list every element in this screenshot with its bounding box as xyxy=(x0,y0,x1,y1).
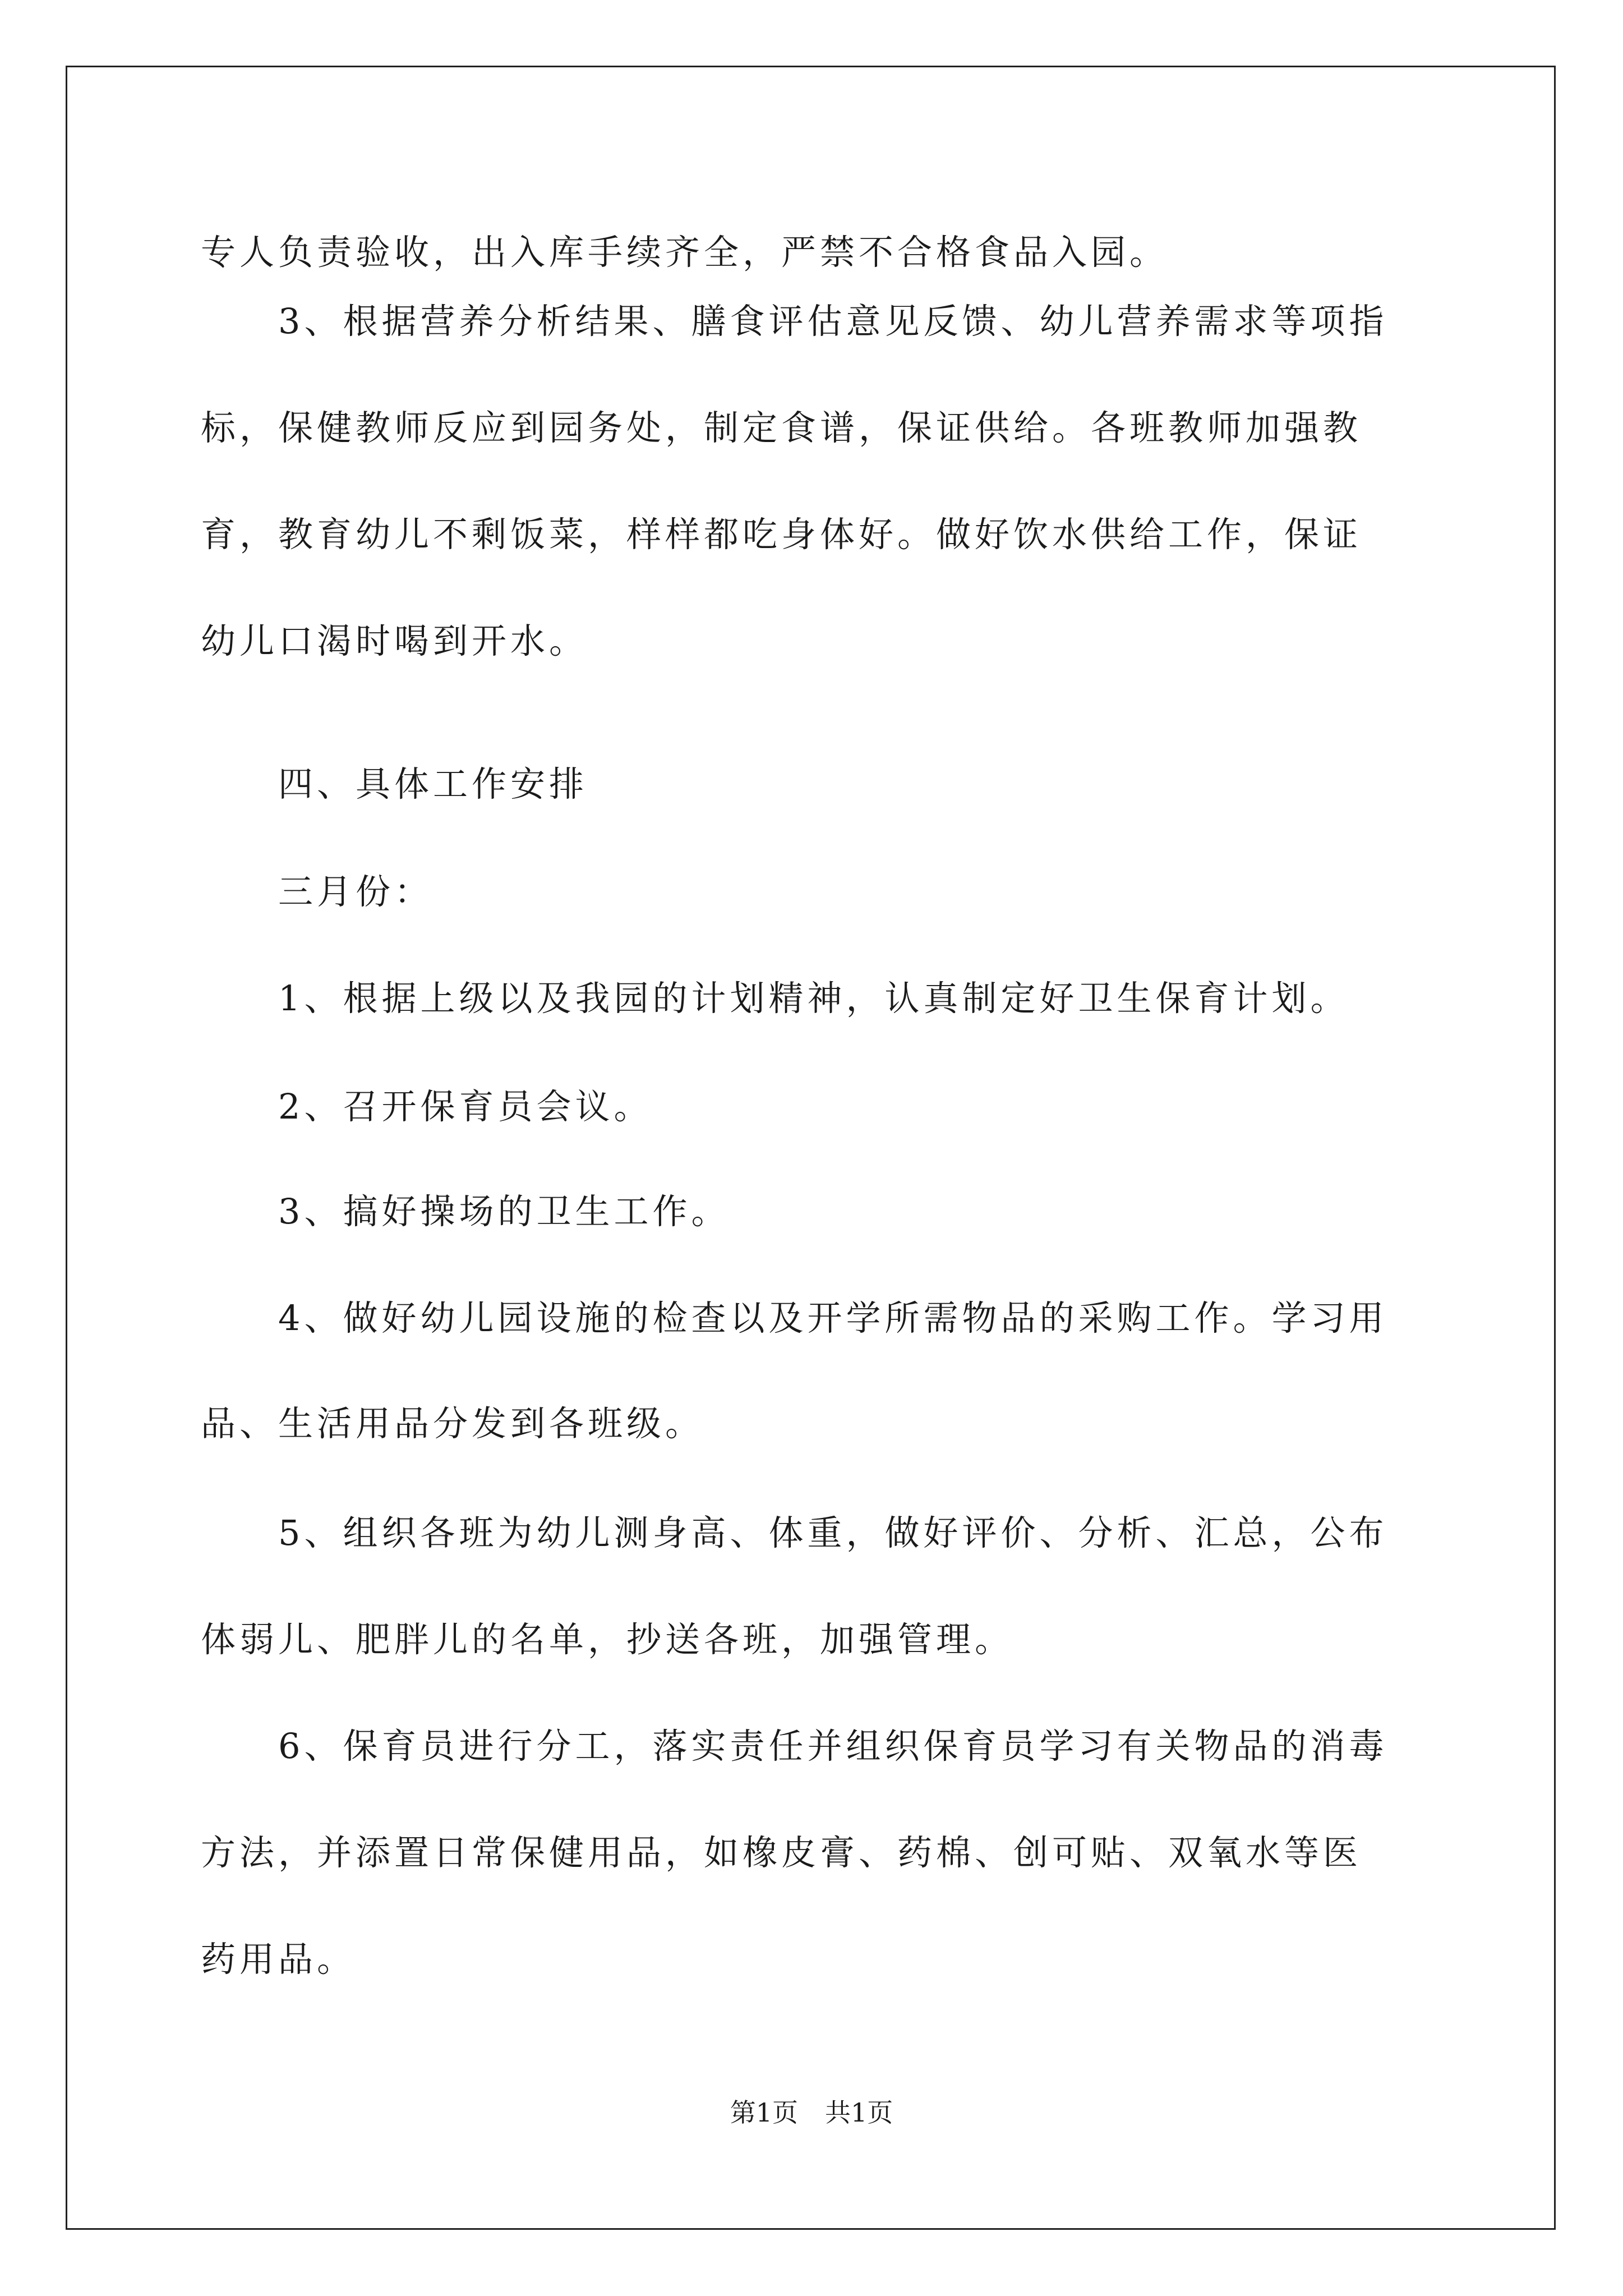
text-line: 5、组织各班为幼儿测身高、体重，做好评价、分析、汇总，公布 xyxy=(278,1512,1388,1553)
text-line: 1、根据上级以及我园的计划精神，认真制定好卫生保育计划。 xyxy=(278,978,1349,1019)
section-heading: 四、具体工作安排 xyxy=(278,763,588,804)
text-line: 方法，并添置日常保健用品，如橡皮膏、药棉、创可贴、双氧水等医 xyxy=(201,1832,1362,1873)
text-line: 品、生活用品分发到各班级。 xyxy=(201,1403,704,1444)
text-line: 育，教育幼儿不剩饭菜，样样都吃身体好。做好饮水供给工作，保证 xyxy=(201,514,1362,555)
text-line: 3、根据营养分析结果、膳食评估意见反馈、幼儿营养需求等项指 xyxy=(278,301,1388,342)
text-line: 幼儿口渴时喝到开水。 xyxy=(201,620,588,661)
page-border xyxy=(66,66,1556,2230)
text-line: 3、搞好操场的卫生工作。 xyxy=(278,1191,730,1232)
text-line: 专人负责验收，出入库手续齐全，严禁不合格食品入园。 xyxy=(201,232,1169,273)
text-line: 4、做好幼儿园设施的检查以及开学所需物品的采购工作。学习用 xyxy=(278,1297,1388,1338)
text-line: 6、保育员进行分工，落实责任并组织保育员学习有关物品的消毒 xyxy=(278,1726,1388,1766)
page-footer xyxy=(0,2096,1623,2129)
page-total: 共1页 xyxy=(825,2097,893,2128)
page-number: 第1页 xyxy=(730,2097,798,2128)
text-line: 体弱儿、肥胖儿的名单，抄送各班，加强管理。 xyxy=(201,1619,1014,1660)
text-line: 标，保健教师反应到园务处，制定食谱，保证供给。各班教师加强教 xyxy=(201,407,1362,448)
text-line: 2、召开保育员会议。 xyxy=(278,1086,653,1127)
month-heading: 三月份： xyxy=(278,871,434,912)
text-line: 药用品。 xyxy=(201,1939,356,1980)
